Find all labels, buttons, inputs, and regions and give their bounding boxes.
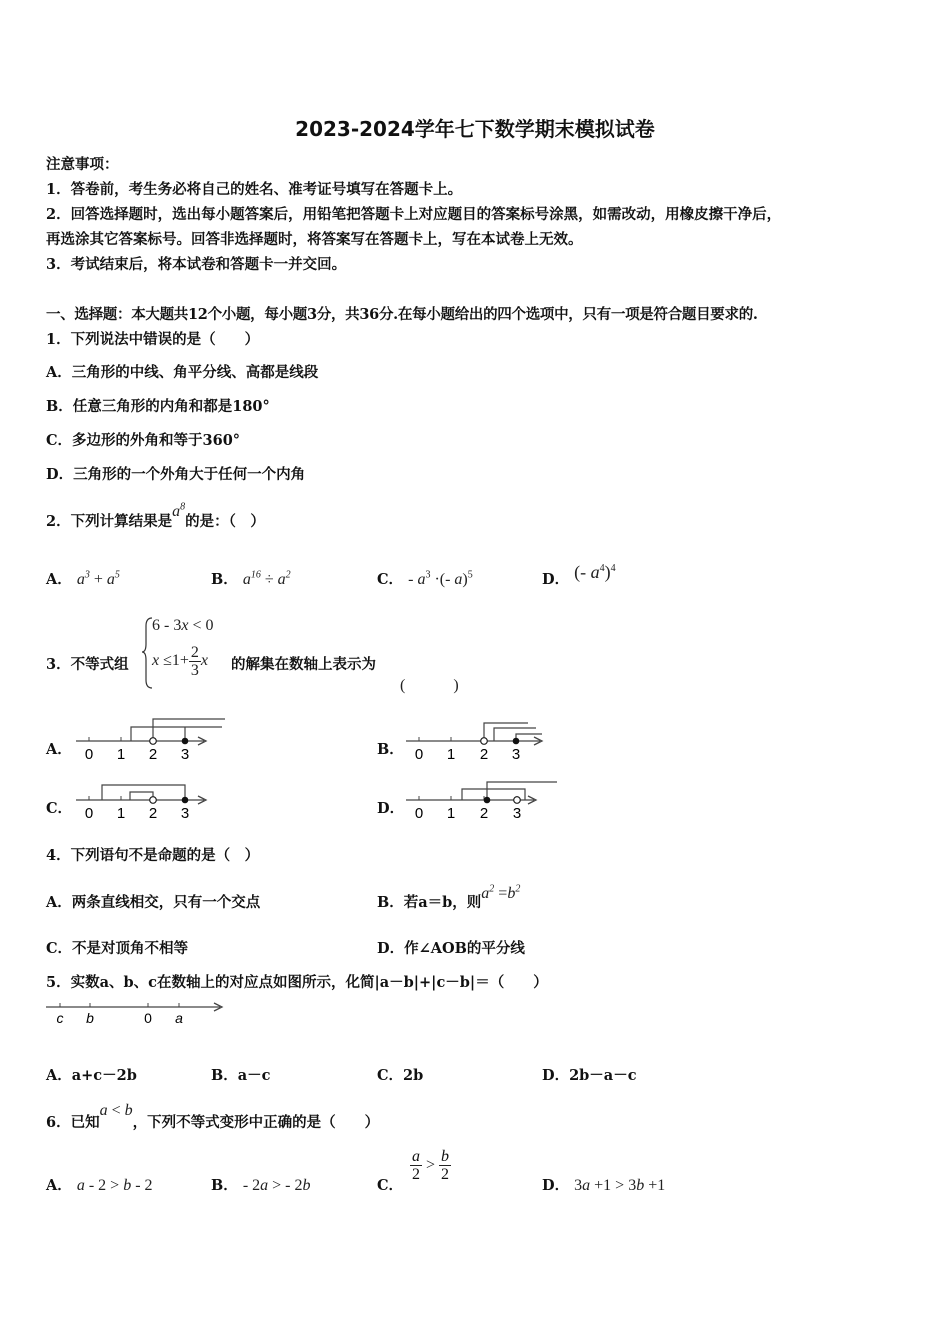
q2-stem xyxy=(46,501,265,531)
open-dot xyxy=(150,738,157,745)
tick-1: 1 xyxy=(116,746,126,763)
notice-item-1: 1．答卷前，考生务必将自己的姓名、准考证号填写在答题卡上。 xyxy=(46,181,463,198)
q4-b-expr: $a^2 =b^2$ xyxy=(481,883,521,902)
q2-stem-post: 的是：（ ） xyxy=(185,513,265,530)
q5-option-d: D．2b－a－c xyxy=(542,1067,637,1084)
q3-stem-pre: 3．不等式组 xyxy=(46,656,129,673)
section-heading: 一、选择题：本大题共12个小题，每小题3分，共36分.在每小题给出的四个选项中，只有一项是符合题目要求的. xyxy=(46,306,758,323)
tick-0: 0 xyxy=(84,746,94,763)
q4-option-c: C．不是对顶角不相等 xyxy=(46,940,189,957)
q6-option-d xyxy=(542,1174,665,1195)
q3-option-c-label: C． xyxy=(46,800,73,817)
q1-option-c: C．多边形的外角和等于360° xyxy=(46,432,241,449)
q3-ineq-1: 6 - 3x < 0 xyxy=(152,617,214,634)
q6-stem-post: ，下列不等式变形中正确的是（ ） xyxy=(132,1114,380,1131)
tick-0: 0 xyxy=(84,805,94,822)
notice-item-2: 2．回答选择题时，选出每小题答案后，用铅笔把答题卡上对应题目的答案标号涂黑，如需改动，用橡皮擦干净后， xyxy=(46,206,782,223)
q6-a-expr: a - 2 > b - 2 xyxy=(76,1177,153,1194)
q3-paren: ( ) xyxy=(400,677,459,694)
q2-option-c xyxy=(377,568,473,589)
tick-0: 0 xyxy=(414,746,424,763)
tick-3: 3 xyxy=(180,746,190,763)
q3-option-c-numberline[interactable] xyxy=(72,775,232,825)
label-c: c xyxy=(56,1010,64,1026)
q6-stem xyxy=(46,1102,380,1132)
q2-target-expr: $a^8$ xyxy=(172,501,186,520)
q1-option-d: D．三角形的一个外角大于任何一个内角 xyxy=(46,466,306,483)
q2-option-a: A． $a^3 + a^5$ xyxy=(46,569,120,588)
q6-option-b xyxy=(211,1174,311,1195)
tick-1: 1 xyxy=(116,805,126,822)
q2-b-expr: $a^{16}$ xyxy=(242,569,261,588)
q5-stem: 5．实数a、b、c在数轴上的对应点如图所示，化简|a－b|+|c－b|＝（ ） xyxy=(46,974,548,991)
q3-option-a-numberline[interactable] xyxy=(72,716,232,766)
q3-stem-post: 的解集在数轴上表示为 xyxy=(231,656,376,673)
q2-stem-pre: 2．下列计算结果是 xyxy=(46,513,173,530)
tick-2: 2 xyxy=(148,746,158,763)
label-a: a xyxy=(175,1010,183,1026)
q4-option-a: A．两条直线相交，只有一个交点 xyxy=(46,894,261,911)
q3-option-a-label: A． xyxy=(46,741,72,758)
q2-b-label: B． xyxy=(211,571,238,588)
tick-0: 0 xyxy=(414,805,424,822)
closed-dot xyxy=(182,797,189,804)
q6-a-label: A． xyxy=(46,1177,72,1194)
q2-option-b: B． $a^{16} \div a^2$ xyxy=(211,569,291,588)
q3-ineq-2: x ≤1+ $\frac{2}{3}$ x xyxy=(152,644,209,679)
tick-2: 2 xyxy=(479,746,489,763)
q4-b-text: B．若a＝b，则 xyxy=(377,894,482,911)
tick-3: 3 xyxy=(180,805,190,822)
tick-3: 3 xyxy=(512,805,522,822)
q1-option-b: B．任意三角形的内角和都是180° xyxy=(46,398,270,415)
notice-heading: 注意事项： xyxy=(46,156,119,173)
q6-option-a xyxy=(46,1174,153,1195)
tick-2: 2 xyxy=(479,805,489,822)
label-b: b xyxy=(86,1010,94,1026)
q4-option-d: D．作∠AOB的平分线 xyxy=(377,940,525,957)
q6-option-c-expr: $\frac{a}{2}$ > $\frac{b}{2}$ xyxy=(412,1148,450,1183)
q3-option-b-label: B． xyxy=(377,741,404,758)
q6-stem-pre: 6．已知 xyxy=(46,1114,100,1131)
q2-c-expr: - $a^3$ ·(- a)$^5$ xyxy=(408,569,473,588)
notice-item-2-cont: 再选涂其它答案标号。回答非选择题时，将答案写在答题卡上，写在本试卷上无效。 xyxy=(46,231,583,248)
q1-stem: 1．下列说法中错误的是（ ） xyxy=(46,331,260,348)
q1-option-a: A．三角形的中线、角平分线、高都是线段 xyxy=(46,364,319,381)
notice-item-3: 3．考试结束后，将本试卷和答题卡一并交回。 xyxy=(46,256,347,273)
q3-option-b-numberline[interactable] xyxy=(402,716,562,766)
q2-a-label: A． xyxy=(46,571,72,588)
q2-d-label: D． xyxy=(542,571,570,588)
q3-option-d-numberline[interactable] xyxy=(402,775,562,825)
tick-3: 3 xyxy=(511,746,521,763)
q6-b-label: B． xyxy=(211,1177,238,1194)
q6-d-expr: 3a +1 > 3b +1 xyxy=(574,1177,666,1194)
open-dot xyxy=(514,797,521,804)
closed-dot xyxy=(182,738,189,745)
q6-d-label: D． xyxy=(542,1177,570,1194)
q2-c-label: C． xyxy=(377,571,404,588)
tick-1: 1 xyxy=(446,805,456,822)
tick-2: 2 xyxy=(148,805,158,822)
q6-b-expr: - 2a > - 2b xyxy=(242,1177,311,1194)
q2-option-d xyxy=(542,562,616,589)
closed-dot xyxy=(484,797,491,804)
label-0: 0 xyxy=(144,1010,152,1026)
q5-option-c: C．2b xyxy=(377,1067,424,1084)
open-dot xyxy=(150,797,157,804)
q4-stem: 4．下列语句不是命题的是（ ） xyxy=(46,847,260,864)
q5-option-a: A．a+c－2b xyxy=(46,1067,137,1084)
q5-numberline xyxy=(44,997,234,1027)
q4-option-b xyxy=(377,883,521,912)
q2-a-expr: $a^3$ xyxy=(76,569,90,588)
tick-1: 1 xyxy=(446,746,456,763)
closed-dot xyxy=(513,738,520,745)
q5-option-b: B．a－c xyxy=(211,1067,271,1084)
open-dot xyxy=(481,738,488,745)
q6-option-c-label: C． xyxy=(377,1177,404,1194)
q6-condition: a < b xyxy=(99,1102,133,1119)
q2-d-expr: (- $a^4)^4$ xyxy=(574,562,616,582)
q3-option-d-label: D． xyxy=(377,800,405,817)
page-title: 2023-2024学年七下数学期末模拟试卷 xyxy=(295,117,655,141)
